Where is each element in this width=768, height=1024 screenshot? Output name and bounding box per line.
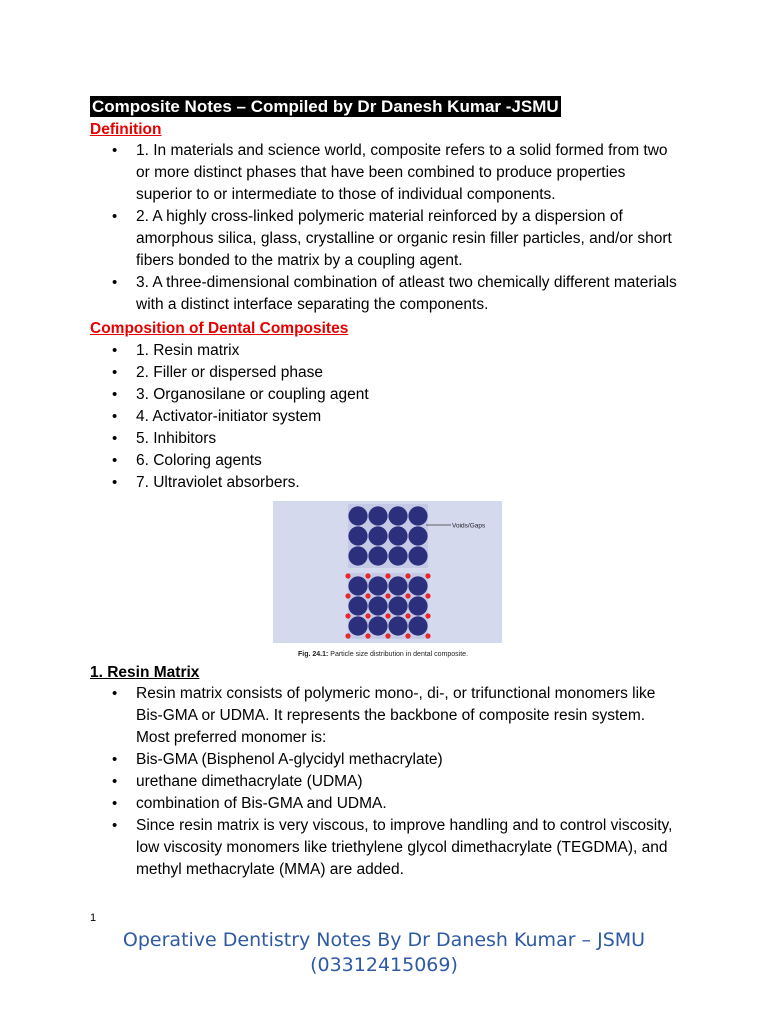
list-item: • 7. Ultraviolet absorbers. [0, 472, 681, 494]
resin-particle [388, 506, 407, 525]
figure-caption: Fig. 24.1: Particle size distribution in dental composite. [298, 651, 469, 658]
resin-particle [368, 506, 387, 525]
resin-particle [348, 576, 367, 595]
resin-particle [348, 596, 367, 615]
bullet-icon: • [112, 685, 118, 702]
bullet-icon: • [112, 274, 118, 291]
bullet-icon: • [112, 364, 118, 381]
composition-list [0, 340, 681, 494]
bullet-icon: • [112, 751, 118, 768]
voids-gaps-label: Voids/Gaps [452, 522, 486, 530]
resin-particle [408, 546, 427, 565]
footer [0, 928, 768, 978]
list-item: • 1. In materials and science world, composite refers to a solid formed from two or more distinct phases that have been combined to produce properties superior to or intermediate to those of individual components. [112, 142, 668, 203]
bullet-icon: • [112, 208, 118, 225]
particle-distribution-figure [273, 501, 502, 643]
filler-particle [365, 593, 370, 598]
filler-particle [385, 573, 390, 578]
resin-matrix-heading: 1. Resin Matrix [90, 664, 200, 681]
list-item: • urethane dimethacrylate (UDMA) [0, 771, 681, 793]
filler-particle [425, 613, 430, 618]
resin-particle [388, 526, 407, 545]
bullet-icon: • [112, 386, 118, 403]
resin-particle [368, 576, 387, 595]
resin-particle [368, 526, 387, 545]
resin-particle [388, 576, 407, 595]
filler-particle [345, 593, 350, 598]
resin-particle [348, 526, 367, 545]
bullet-icon: • [112, 342, 118, 359]
page-title: Composite Notes – Compiled by Dr Danesh Kumar -JSMU [92, 97, 559, 116]
footer-line-2: (03312415069) [310, 954, 458, 976]
filler-particle [365, 633, 370, 638]
bullet-icon: • [112, 452, 118, 469]
resin-particle [368, 616, 387, 635]
resin-particle [348, 616, 367, 635]
particle-diagram [273, 501, 502, 643]
filler-particle [405, 613, 410, 618]
resin-particle [348, 506, 367, 525]
list-item: • 4. Activator-initiator system [0, 406, 681, 428]
bullet-icon: • [112, 430, 118, 447]
resin-particle [368, 546, 387, 565]
resin-particle [388, 596, 407, 615]
list-item: • Bis-GMA (Bisphenol A-glycidyl methacrylate) [0, 749, 681, 771]
resin-particle [388, 616, 407, 635]
definition-heading: Definition [90, 121, 162, 138]
filler-particle [425, 593, 430, 598]
filler-particle [405, 633, 410, 638]
resin-particle [408, 506, 427, 525]
footer-line-1: Operative Dentistry Notes By Dr Danesh Kumar – JSMU [122, 929, 646, 951]
bullet-icon: • [112, 408, 118, 425]
filler-particle [345, 613, 350, 618]
list-item: • 6. Coloring agents [0, 450, 681, 472]
resin-particle [348, 546, 367, 565]
bullet-icon: • [112, 817, 118, 834]
list-item: • 3. Organosilane or coupling agent [0, 384, 681, 406]
list-item: • 3. A three-dimensional combination of atleast two chemically different materials with a distinct interface separating the components. [112, 274, 677, 313]
list-item: • Resin matrix consists of polymeric mono-, di-, or trifunctional monomers like Bis-GMA or UDMA. It represents the backbone of composite resin system. Most preferred monomer is: [112, 685, 656, 746]
list-item: • 5. Inhibitors [0, 428, 681, 450]
filler-particle [345, 633, 350, 638]
resin-matrix-list [0, 683, 681, 881]
list-item: • 2. A highly cross-linked polymeric material reinforced by a dispersion of amorphous silica, glass, crystalline or organic resin filler particles, and/or short fibers bonded to the matrix by a coupling agent. [112, 208, 672, 269]
filler-particle [425, 633, 430, 638]
filler-particle [365, 613, 370, 618]
filler-particle [405, 593, 410, 598]
page-number: 1 [90, 912, 97, 924]
resin-particle [408, 526, 427, 545]
list-item: • Since resin matrix is very viscous, to improve handling and to control viscosity, low viscosity monomers like triethylene glycol dimethacrylate (TEGDMA), and methyl methacrylate (MMA) are added. [112, 817, 673, 878]
bullet-icon: • [112, 795, 118, 812]
resin-particle [408, 596, 427, 615]
resin-particle [408, 576, 427, 595]
filler-particle [365, 573, 370, 578]
resin-particle [388, 546, 407, 565]
list-item: • 1. Resin matrix [0, 340, 681, 362]
filler-particle [405, 573, 410, 578]
filler-particle [385, 593, 390, 598]
filler-particle [385, 633, 390, 638]
filler-particle [385, 613, 390, 618]
filler-particle [345, 573, 350, 578]
bullet-icon: • [112, 773, 118, 790]
bullet-icon: • [112, 142, 118, 159]
list-item: • 2. Filler or dispersed phase [0, 362, 681, 384]
filler-particle [425, 573, 430, 578]
bullet-icon: • [112, 474, 118, 491]
resin-particle [368, 596, 387, 615]
composition-heading: Composition of Dental Composites [90, 320, 349, 337]
resin-particle [408, 616, 427, 635]
list-item: • combination of Bis-GMA and UDMA. [0, 793, 681, 815]
definition-list [0, 140, 681, 316]
